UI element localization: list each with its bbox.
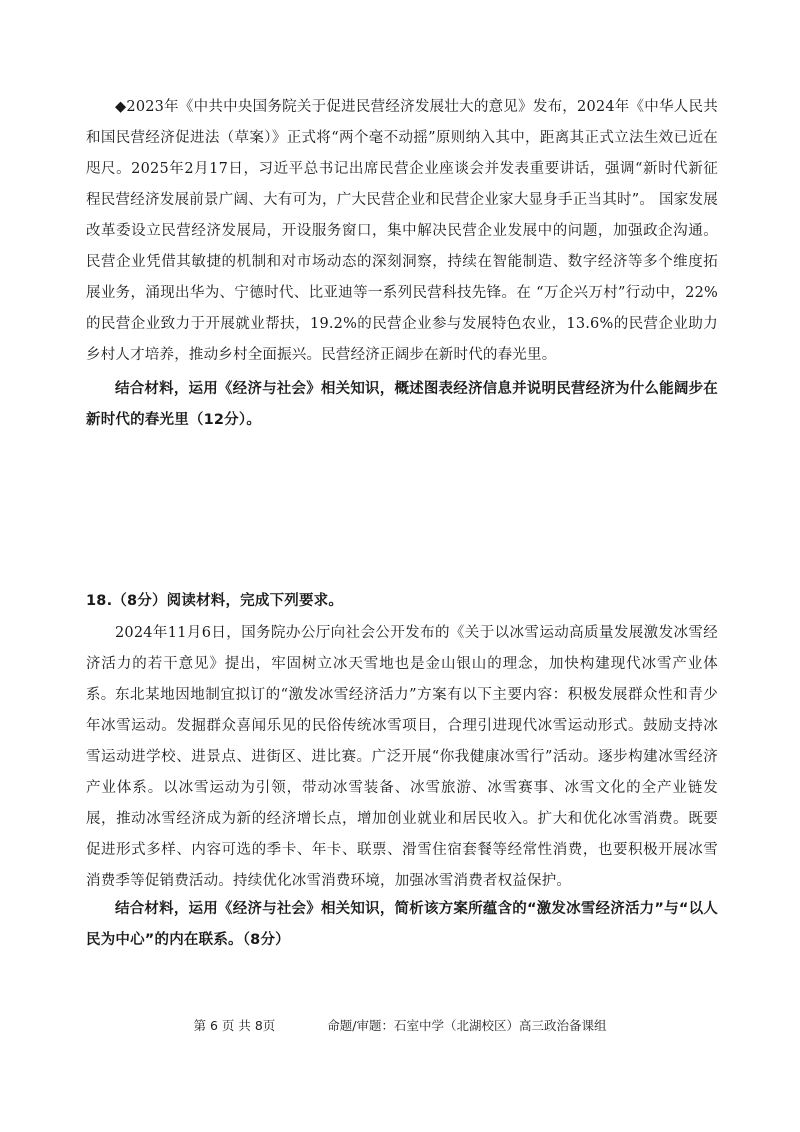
- page-footer: [0, 1016, 800, 1034]
- page-number: 第 6 页 共 8页: [193, 1018, 276, 1033]
- question-18-prompt: 结合材料，运用《经济与社会》相关知识，简析该方案所蕴含的“激发冰雪经济活力”与“以人民为中心”的内在联系。（8分）: [86, 901, 718, 948]
- question-18-title: 18.（8分）阅读材料，完成下列要求。: [86, 593, 344, 609]
- author-credit: 命题/审题：石室中学（北湖校区）高三政治备课组: [327, 1018, 607, 1033]
- question-17-prompt: 结合材料，运用《经济与社会》相关知识，概述图表经济信息并说明民营经济为什么能阔步在新时代的春光里（12分）。: [86, 381, 718, 428]
- question-18-paragraph-1: 2024年11月6日，国务院办公厅向社会公开发布的《关于以冰雪运动高质量发展激发冰雪经济活力的若干意见》提出，牢固树立冰天雪地也是金山银山的理念，加快构建现代冰雪产业体系。: [86, 625, 718, 703]
- material-17-paragraph: ◆2023年《中共中央国务院关于促进民营经济发展壮大的意见》发布，2024年《中华人民共和国民营经济促进法（草案）》正式将“两个毫不动摇”原则纳入其中，距离其正式立法生效已近在咫尺。2025年2月17日，习近平总书记出席民营企业座谈会并发表重要讲话，强调“新时代新征程民营经济发展前景广阔、大有可为，广大民营企业和民营企业家大显身手正当其时”。 国家发展改革委设立民营经济发展局，开设服务窗口，集中解决民营企业发展中的问题，加强政企沟通。民营企业凭借其敏捷的机制和对市场动态的深刻洞察，持续在智能制造、数字经济等多个维度拓展业务，涌现出华为、宁德时代、比亚迪等一系列民营科技先锋。在 “万企兴万村”行动中，22%的民营企业致力于开展就业帮扶，19.2%的民营企业参与发展特色农业，13.6%的民营企业助力乡村人才培养，推动乡村全面振兴。民营经济正阔步在新时代的春光里。: [86, 99, 718, 363]
- question-18-paragraph-2: 东北某地因地制宜拟订的“激发冰雪经济活力”方案有以下主要内容：积极发展群众性和青少年冰雪运动。发掘群众喜闻乐见的民俗传统冰雪项目，合理引进现代冰雪运动形式。鼓励支持冰雪运动进学校、进景点、进街区、进比赛。广泛开展“你我健康冰雪行”活动。逐步构建冰雪经济产业体系。以冰雪运动为引领，带动冰雪装备、冰雪旅游、冰雪赛事、冰雪文化的全产业链发展，推动冰雪经济成为新的经济增长点，增加创业就业和居民收入。扩大和优化冰雪消费。既要促进形式多样、内容可选的季卡、年卡、联票、滑雪住宿套餐等经常性消费，也要积极开展冰雪消费季等促销费活动。持续优化冰雪消费环境，加强冰雪消费者权益保护。: [86, 687, 718, 889]
